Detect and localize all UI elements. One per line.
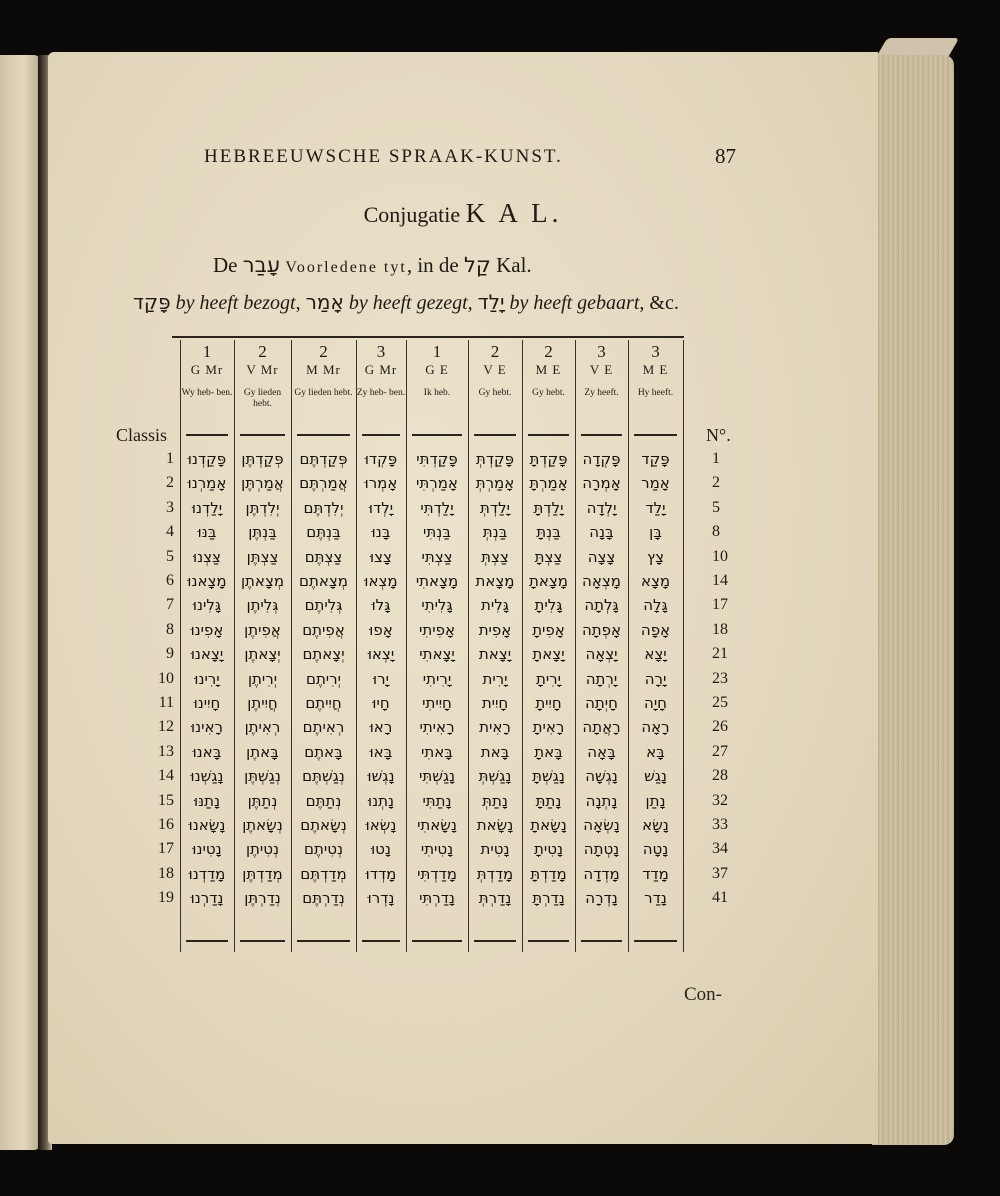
verb-form: יָלַד — [645, 498, 666, 517]
verb-form: נָדְרָה — [585, 889, 618, 908]
verb-form: יָרִיתָ — [535, 669, 562, 688]
verb-form: בָּאתֶן — [246, 742, 279, 761]
verb-form: פָּקְדוּ — [364, 450, 398, 468]
verb-form: אָפוּ — [369, 620, 393, 639]
verb-form: יָצָאתָ — [532, 645, 565, 664]
verb-form: רְאִיתֶם — [302, 718, 345, 737]
verb-form: נָדַרְתָּ — [532, 889, 565, 908]
header-dash — [186, 434, 228, 436]
header-dash — [362, 434, 400, 436]
verb-form: יָרָה — [644, 669, 667, 688]
column-header-person: V Mr — [246, 362, 279, 377]
column-header-num: 3 — [597, 342, 606, 361]
verb-form: נָטוּ — [371, 840, 391, 859]
verb-form: רָאִיתָ — [532, 718, 565, 737]
column-header-gloss: Gy hebt. — [532, 388, 565, 398]
verb-form: יְצָאתֶם — [302, 645, 345, 664]
paragraph-number: 18 — [712, 620, 728, 638]
tense-heading — [213, 253, 532, 278]
verb-form: נְטִיתֶם — [304, 840, 343, 859]
conjugation-name: K A L. — [465, 198, 563, 228]
example-hebrew: אָמַר — [305, 290, 344, 314]
footer-dash — [362, 940, 400, 942]
verb-form: יָרִיתִי — [422, 669, 452, 688]
verb-form: מָדַדְתָּ — [530, 864, 567, 883]
verb-form: נָגַשְׁתְּ — [478, 767, 512, 786]
footer-dash — [528, 940, 569, 942]
verb-form: אָפִית — [478, 620, 512, 639]
classis-number: 14 — [158, 767, 174, 785]
examples-tail: , &c. — [639, 292, 679, 314]
classis-number: 10 — [158, 669, 174, 687]
column-header-person: M Mr — [306, 362, 341, 377]
verb-form: נָטִינוּ — [192, 840, 222, 859]
classis-number: 16 — [158, 816, 174, 833]
paragraph-number: 26 — [712, 718, 728, 736]
classis-number: 11 — [158, 694, 174, 711]
tense-name: Voorledene tyt — [285, 259, 407, 276]
verb-form: מָצָאת — [475, 572, 515, 590]
verb-form: נְטִיתֶן — [245, 840, 280, 859]
paragraph-number: 1 — [712, 450, 720, 467]
verb-form: נָגְשׁוּ — [367, 767, 395, 786]
verb-form: נָדַרְתְּ — [478, 889, 512, 908]
tense-pre: De — [213, 253, 238, 277]
column-header-gloss: Zy heeft. — [584, 388, 619, 398]
verb-form: בָּנָה — [589, 523, 614, 542]
column-header-person: G Mr — [364, 362, 398, 377]
verb-form: יְרִיתֶן — [247, 669, 278, 688]
column-header-num: 2 — [544, 342, 553, 361]
column-header — [180, 342, 234, 399]
column-header-person: V E — [483, 362, 507, 377]
verb-form: פָּקַדְתְּ — [475, 450, 515, 468]
verb-form: נָשָׂא — [642, 816, 669, 834]
example-gloss: by heeft gebaart — [509, 292, 640, 314]
verb-form: בָּאָה — [587, 742, 616, 761]
column-header-gloss: Gy lieden hebt. — [243, 388, 282, 409]
paragraph-number: 33 — [712, 816, 728, 833]
verb-form: יָלַדְנוּ — [191, 498, 223, 517]
verb-form: מְדַדְתֶּם — [300, 864, 347, 883]
verb-form: נָדַרְתִּי — [419, 889, 455, 908]
verb-form: יָצָא — [644, 645, 667, 664]
binyan-hebrew: קַל — [463, 253, 491, 277]
column-header — [575, 342, 628, 399]
verb-form: נָטָה — [642, 840, 669, 859]
example-gloss: by heeft bezogt — [175, 292, 296, 314]
verb-form: צַּצְנוּ — [193, 547, 221, 566]
classis-number: 5 — [166, 547, 174, 565]
verb-form: מָצְאוּ — [364, 572, 398, 590]
verb-form: אֲפִיתֶן — [244, 620, 281, 639]
footer-dash — [240, 940, 285, 942]
verb-form: בַּנְתִּי — [423, 523, 451, 542]
paragraph-number: 27 — [712, 742, 728, 760]
verb-form: בָּאתִי — [421, 742, 453, 761]
column-header — [628, 342, 683, 399]
verb-form: צָצָה — [587, 547, 616, 566]
header-dash — [474, 434, 516, 436]
verb-form: נָתַתִּי — [422, 791, 452, 810]
binyan-name: Kal. — [496, 253, 532, 277]
paragraph-number: 2 — [712, 474, 720, 492]
verb-form: גְּלִיתֶם — [304, 596, 343, 615]
paragraph-number: 8 — [712, 523, 720, 541]
column-header-gloss: Zy heb- ben. — [356, 388, 406, 398]
catchword: Con- — [684, 984, 722, 1005]
column-header-person: V E — [589, 362, 614, 377]
column-header-gloss: Wy heb- ben. — [181, 388, 233, 398]
footer-dash — [474, 940, 516, 942]
verb-form: בַּנְתֶּן — [248, 523, 277, 542]
header-dash — [297, 434, 350, 436]
paragraph-number: 10 — [712, 547, 728, 565]
verb-form: יָלַדְתִּי — [420, 498, 454, 517]
verb-form: מָדַדְנוּ — [188, 864, 226, 883]
verb-form: נְגַשְׁתֶּן — [244, 767, 281, 786]
verb-form: אָפִיתִי — [419, 620, 455, 639]
classis-number: 19 — [158, 889, 174, 907]
example-gloss: by heeft gezegt — [348, 292, 468, 314]
column-header-num: 2 — [490, 342, 500, 361]
verb-form: מָצָאתָ — [529, 572, 568, 590]
classis-number: 8 — [166, 620, 174, 638]
classis-number: 6 — [166, 572, 174, 589]
verb-form: נָשָׂאנוּ — [188, 816, 226, 834]
verb-form: גָּלָה — [643, 596, 668, 615]
column-header-num: 1 — [432, 342, 442, 361]
verb-form: רָאִיתִי — [419, 718, 455, 737]
verb-form: נָשְׂאָה — [583, 816, 620, 834]
verb-form: מָצָאנוּ — [187, 572, 227, 590]
verb-form: חָיְתָה — [585, 694, 618, 712]
verb-form: בָּאתֶם — [304, 742, 343, 761]
verb-form: רָאָה — [641, 718, 670, 737]
verb-form: גָּלִית — [481, 596, 509, 615]
classis-number: 1 — [166, 450, 174, 467]
example-hebrew: פָּקַד — [133, 290, 171, 314]
verb-form: בָּנוּ — [371, 523, 391, 542]
header-dash — [240, 434, 285, 436]
verb-form: גָּלִיתָ — [534, 596, 563, 615]
paragraph-number: 41 — [712, 889, 728, 907]
verb-form: יָרְתָה — [585, 669, 618, 688]
verb-form: אֲפִיתֶם — [302, 620, 345, 639]
verb-form: מְדַדְתֶּן — [242, 864, 283, 883]
footer-dash — [634, 940, 677, 942]
column-header-num: 1 — [202, 342, 212, 361]
verb-form: בָּאתָ — [534, 742, 563, 761]
verb-form: צַצְתֶּן — [246, 547, 279, 566]
verb-form: יָרִינוּ — [194, 669, 220, 688]
verb-form: אָפְתָה — [581, 620, 622, 639]
verb-form: חֲיִיתֶם — [305, 694, 342, 712]
verb-form: חָיִיתָ — [535, 694, 562, 712]
classis-number: 7 — [166, 596, 174, 614]
classis-label: Classis — [116, 425, 168, 445]
verb-form: מָצְאָה — [582, 572, 621, 590]
verb-form: יְלִדְתֶּם — [303, 498, 344, 517]
conjugation-prefix: Conjugatie — [363, 202, 461, 227]
verb-form: מְצָאתֶן — [240, 572, 285, 590]
verb-form: יָרִית — [482, 669, 508, 688]
paragraph-number: 17 — [712, 596, 728, 614]
verb-form: אָמְרָה — [582, 474, 621, 493]
verb-form: בָּאת — [480, 742, 510, 761]
footer-dash — [412, 940, 462, 942]
verb-form: נָשָׂאתִי — [417, 816, 457, 834]
verb-form: יָלְדָה — [586, 498, 617, 517]
verb-form: בַּנּוּ — [197, 523, 217, 542]
column-header — [406, 342, 468, 399]
verb-form: מָדַדְתְּ — [476, 864, 514, 883]
verb-form: נָגַשְׁנוּ — [190, 767, 224, 786]
column-header-person: M E — [642, 362, 669, 377]
book-page — [48, 52, 878, 1144]
verb-form: יָלַדְתְּ — [480, 498, 510, 517]
classis-number: 13 — [158, 742, 174, 760]
verb-form: חָיָה — [644, 694, 667, 712]
verb-form: חָיִינוּ — [193, 694, 221, 712]
verb-form: נְדַרְתֶּם — [302, 889, 345, 908]
verb-form: יָצָאת — [478, 645, 512, 664]
verb-form: צַצְתָּ — [534, 547, 563, 566]
verb-form: יָלְדוּ — [368, 498, 394, 517]
verb-form: נָגַשְׁתִּי — [418, 767, 456, 786]
paragraph-number: 28 — [712, 767, 728, 785]
paragraph-number: 5 — [712, 498, 720, 516]
header-dash — [412, 434, 462, 436]
verb-form: חָיִית — [481, 694, 509, 712]
header-dash — [634, 434, 677, 436]
tense-hebrew: עָבַר — [242, 253, 281, 277]
header-dash — [581, 434, 622, 436]
verb-form: יָצָאתִי — [419, 645, 455, 664]
verb-form: יָצְאָה — [585, 645, 618, 664]
verb-form: נָגַשׁ — [644, 767, 667, 786]
verb-form: חָיוּ — [372, 694, 390, 712]
verb-form: נָתַתָּ — [535, 791, 562, 810]
table-top-rule — [172, 336, 684, 338]
column-header — [356, 342, 406, 399]
classis-number: 4 — [166, 523, 174, 541]
page-stack-edge — [872, 55, 954, 1145]
verb-form: אָמַרְנוּ — [187, 474, 227, 493]
column-header — [234, 342, 291, 410]
example-verbs: פָּקַד by heeft bezogt, אָמַר by heeft gezegt, יָלַד by heeft gebaart, &c. — [133, 290, 679, 314]
column-header-gloss: Ik heb. — [423, 388, 451, 398]
verb-form: יְצָאתֶן — [244, 645, 281, 664]
verb-form: רָאֲתָה — [582, 718, 621, 737]
paragraph-number: 25 — [712, 694, 728, 711]
verb-form: יָלַדְתָּ — [533, 498, 564, 517]
verb-form: נָתְנוּ — [368, 791, 394, 810]
verb-form: מָדְדוּ — [365, 864, 397, 883]
verb-form: נָדַרְנוּ — [190, 889, 224, 908]
verb-form: נְשָׂאתֶם — [300, 816, 347, 834]
verb-form: נָתַנּוּ — [194, 791, 220, 810]
classis-number: 12 — [158, 718, 174, 736]
verb-form: בָּאנוּ — [192, 742, 222, 761]
verb-form: בַּנְתָּ — [536, 523, 561, 542]
verb-form: מָדַדְתִּי — [417, 864, 457, 883]
verb-form: רָאִינוּ — [191, 718, 223, 737]
paragraph-number: 14 — [712, 572, 728, 589]
verb-form: גָּלְתָה — [584, 596, 619, 615]
verb-form: מָדַד — [642, 864, 669, 883]
verb-form: פָּקַדְתִּי — [416, 450, 458, 468]
column-header — [291, 342, 356, 399]
verb-form: אָפִינוּ — [190, 620, 224, 639]
verb-form: אָמַרְתְּ — [475, 474, 515, 493]
column-header-num: 3 — [376, 342, 386, 361]
conjugation-title — [48, 198, 878, 229]
paragraph-number: 21 — [712, 645, 728, 663]
verb-form: מָדְדָה — [583, 864, 620, 883]
verb-form: אָפִיתָ — [532, 620, 565, 639]
verb-form: נָטִיתָ — [534, 840, 563, 859]
verb-form: נְתַתֶּן — [247, 791, 278, 810]
footer-dash — [186, 940, 228, 942]
verb-form: גָּלוּ — [371, 596, 391, 615]
verb-form: חָיִיתִי — [422, 694, 452, 712]
verb-form: פָּקְדָה — [582, 450, 621, 468]
verb-form: אָמְרוּ — [364, 474, 398, 493]
column-header — [522, 342, 575, 399]
verb-form: נְתַתֶּם — [305, 791, 342, 810]
verb-form: פָּקַד — [641, 450, 670, 468]
verb-form: יְרִיתֶם — [306, 669, 341, 688]
verb-form: נָשָׂאת — [476, 816, 514, 834]
footer-dash — [581, 940, 622, 942]
verb-form: נָשְׂאוּ — [365, 816, 397, 834]
page-number: 87 — [715, 144, 736, 168]
verb-form: נָטִיתִי — [420, 840, 454, 859]
facing-page-edge — [0, 55, 40, 1150]
verb-form: צַצְתִּי — [421, 547, 453, 566]
verb-form: רְאִיתֶן — [244, 718, 281, 737]
classis-number: 2 — [166, 474, 174, 492]
tense-mid: , in de — [406, 253, 459, 277]
classis-number: 15 — [158, 791, 174, 809]
column-rule — [683, 340, 684, 952]
verb-form: בָּן — [649, 523, 662, 542]
classis-number: 3 — [166, 498, 174, 516]
verb-form: אֲמַרְתֶּן — [241, 474, 284, 493]
verb-form: בָּא — [646, 742, 665, 761]
verb-form: צָץ — [647, 547, 664, 566]
verb-form: נָדְרוּ — [367, 889, 395, 908]
column-header — [468, 342, 522, 399]
classis-number: 9 — [166, 645, 174, 663]
column-header-gloss: Gy hebt. — [478, 388, 512, 398]
header-dash — [528, 434, 569, 436]
verb-form: נָתַתְּ — [482, 791, 508, 810]
column-header-gloss: Hy heeft. — [637, 388, 674, 398]
verb-form: אָפָה — [640, 620, 671, 639]
column-header-gloss: Gy lieden hebt. — [294, 388, 353, 398]
verb-form: אָמַרְתִּי — [416, 474, 458, 493]
verb-form: גָּלִינוּ — [192, 596, 222, 615]
verb-form: נָתְנָה — [585, 791, 618, 810]
verb-form: גָּלִיתִי — [421, 596, 453, 615]
verb-form: יָצָאנוּ — [190, 645, 224, 664]
verb-form: אָמַרְתָּ — [529, 474, 568, 493]
verb-form: נָטִית — [480, 840, 510, 859]
verb-form: נְשָׂאתֶן — [242, 816, 283, 834]
verb-form: נָטְתָה — [583, 840, 620, 859]
verb-form: פְּקַדְתֶּם — [299, 450, 348, 468]
verb-form: בַּנְתְּ — [482, 523, 508, 542]
paragraph-number: 37 — [712, 864, 728, 882]
verb-form: בַּנְתֶּם — [306, 523, 341, 542]
classis-number: 17 — [158, 840, 174, 858]
verb-form: פְּקַדְתֶּן — [241, 450, 284, 468]
verb-form: נְדַרְתֶּן — [244, 889, 281, 908]
running-head: HEBREEUWSCHE SPRAAK-KUNST. — [204, 146, 563, 167]
paragraph-number: 32 — [712, 791, 728, 809]
verb-form: יָרוּ — [373, 669, 389, 688]
column-header-person: M E — [535, 362, 562, 377]
number-label: N°. — [706, 425, 731, 445]
verb-form: מְצָאתֶם — [299, 572, 348, 590]
verb-form: פָּקַדְנוּ — [187, 450, 227, 468]
verb-form: אֲמַרְתֶּם — [299, 474, 348, 493]
column-header-num: 2 — [258, 342, 267, 361]
verb-form: חֲיִיתֶן — [247, 694, 278, 712]
footer-dash — [297, 940, 350, 942]
verb-form: נָתַן — [645, 791, 666, 810]
verb-form: מָצָא — [640, 572, 671, 590]
column-header-person: G E — [425, 362, 449, 377]
verb-form: יְלִדְתֶּן — [245, 498, 280, 517]
example-hebrew: יָלַד — [477, 290, 505, 314]
paragraph-number: 34 — [712, 840, 728, 858]
verb-form: צָצוּ — [370, 547, 392, 566]
verb-form: אָמַר — [641, 474, 670, 493]
column-header-num: 3 — [651, 342, 660, 361]
verb-form: נָשָׂאתָ — [530, 816, 567, 834]
verb-form: צַצְתְּ — [481, 547, 509, 566]
verb-form: גְּלִיתֶן — [246, 596, 279, 615]
verb-form: יָצְאוּ — [367, 645, 395, 664]
column-header-num: 2 — [319, 342, 328, 361]
verb-form: רָאִית — [479, 718, 511, 737]
verb-form: פָּקַדְתָּ — [529, 450, 568, 468]
verb-form: מָצָאתִי — [415, 572, 459, 590]
verb-form: נָגַשְׁתָּ — [532, 767, 565, 786]
verb-form: צַצְתֶּם — [304, 547, 343, 566]
paragraph-number: 23 — [712, 669, 728, 687]
verb-form: נָגְשָׁה — [585, 767, 618, 786]
verb-form: בָּאוּ — [369, 742, 393, 761]
verb-form: נָדַר — [644, 889, 667, 908]
classis-number: 18 — [158, 864, 174, 882]
verb-form: נְגַשְׁתֶּם — [302, 767, 345, 786]
column-header-person: G Mr — [190, 362, 224, 377]
verb-form: רָאוּ — [369, 718, 393, 737]
